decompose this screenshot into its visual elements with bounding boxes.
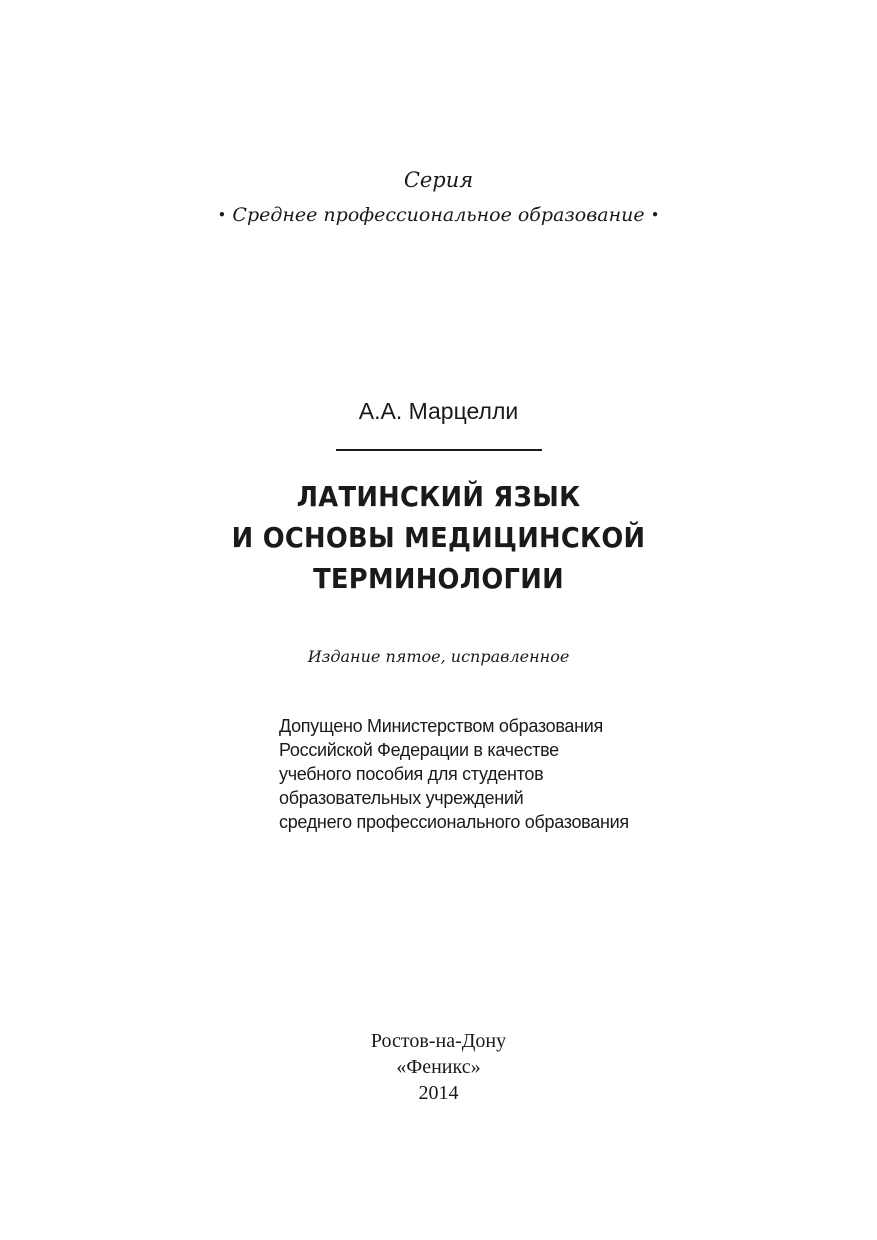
bullet-left: • — [217, 206, 227, 224]
approval-line: учебного пособия для студентов — [279, 764, 544, 784]
approval-statement — [279, 714, 839, 834]
imprint-year: 2014 — [418, 1082, 459, 1104]
book-title-line: И ОСНОВЫ МЕДИЦИНСКОЙ — [231, 521, 646, 554]
series-label: Серия — [403, 168, 474, 192]
imprint — [0, 1028, 877, 1106]
approval-line: Допущено Министерством образования — [279, 716, 603, 736]
approval-line: Российской Федерации в качестве — [279, 740, 559, 760]
imprint-city: Ростов-на-Дону — [370, 1030, 507, 1052]
book-title — [35, 476, 842, 599]
approval-line: среднего профессионального образования — [279, 812, 629, 832]
series-name — [0, 201, 877, 229]
approval-line: образовательных учреждений — [279, 788, 524, 808]
title-divider — [336, 449, 542, 451]
imprint-publisher: «Феникс» — [396, 1056, 481, 1078]
book-title-line: ТЕРМИНОЛОГИИ — [313, 562, 564, 595]
edition-note: Издание пятое, исправленное — [307, 647, 570, 666]
book-title-line: ЛАТИНСКИЙ ЯЗЫК — [296, 480, 581, 513]
bullet-right: • — [650, 206, 660, 224]
series-name-text: Среднее профессиональное образование — [232, 204, 645, 226]
author-name: А.А. Марцелли — [358, 398, 519, 424]
